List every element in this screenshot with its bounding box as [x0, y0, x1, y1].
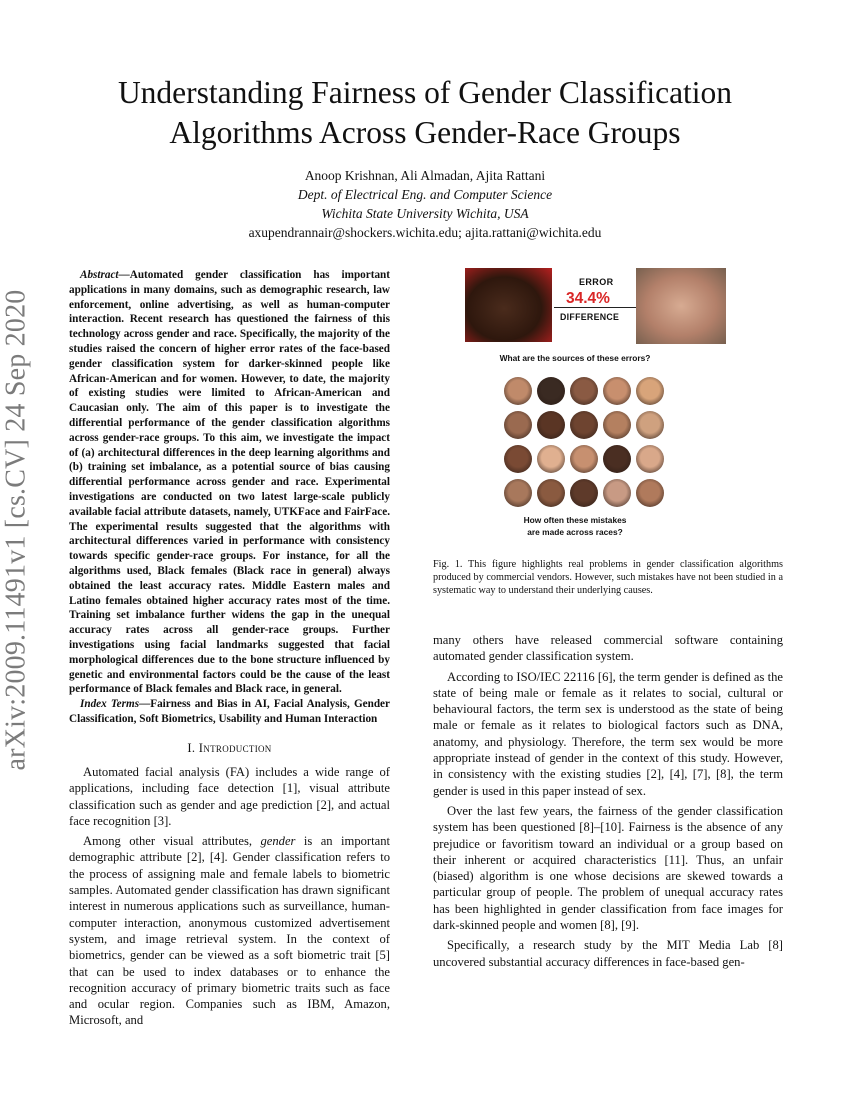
face-thumbnail: [504, 377, 532, 405]
paper-title: [60, 73, 790, 153]
right-paragraph-1: According to ISO/IEC 22116 [6], the term gender is defined as the state of being male or female as it relates to social, cultural or behavioural factors, the term sex is understood as the state of being male or female as it relates to biological factors such as DNA, anatomy, and physiology. Therefore, the term sex would be more appropriate instead of gender in the context of this study. However, in consistency with the existing studies [2], [4], [7], [8], the term gender is used in this paper instead of sex.: [433, 669, 783, 798]
right-paragraph-continued: many others have released commercial software containing automated gender classification system.: [433, 633, 783, 664]
face-thumbnail: [537, 479, 565, 507]
face-thumbnail: [537, 411, 565, 439]
intro-p2-rest: is an important demographic attribute [2], [4]. Gender classification refers to the process of assigning male and female labels to biometric samples. Automated gender classification has drawn significant interest in numerous applications such as surveillance, human-computer interaction, anonymous customized advertisement system, and image retrieval system. In the context of biometrics, gender can be viewed as a soft biometric trait [5] that can be used to index databases or to enhance the recognition accuracy of primary biometric traits such as face and ocular region. Companies such as IBM, Amazon, Microsoft, and: [69, 834, 390, 1028]
intro-p2-start: Among other visual attributes,: [83, 834, 261, 849]
author-block: [60, 166, 790, 242]
figure-caption: Fig. 1. This figure highlights real problems in gender classification algorithms produced by commercial vendors. However, such mistakes have not been studied in a systematic way to understand their underlying causes.: [433, 559, 783, 596]
author-names: Anoop Krishnan, Ali Almadan, Ajita Rattani: [304, 168, 546, 183]
error-label: ERROR: [579, 277, 614, 287]
abstract: [69, 268, 390, 697]
face-photo-dark-skinned-woman: [465, 268, 552, 342]
face-thumbnail: [570, 411, 598, 439]
face-grid: [504, 377, 666, 507]
right-column: [433, 632, 783, 974]
face-thumbnail: [537, 377, 565, 405]
title-line-2: Algorithms Across Gender-Race Groups: [169, 115, 681, 150]
face-thumbnail: [636, 445, 664, 473]
abstract-lead: Abstract: [80, 269, 119, 281]
right-paragraph-2: Over the last few years, the fairness of the gender classification system has been questioned [8]–[10]. Fairness is the absence of any prejudice or favoritism toward an individual or a group based on their inherent or acquired characteristics [11]. Thus, an unfair (biased) algorithm is one whose decisions are skewed towards a particular group of people. The problem of unequal accuracy rates has been highlighted in gender classification from face images for dark-skinned people and women [8], [9].: [433, 803, 783, 933]
face-thumbnail: [570, 479, 598, 507]
face-thumbnail: [636, 479, 664, 507]
face-thumbnail: [603, 479, 631, 507]
face-thumbnail: [570, 377, 598, 405]
right-paragraph-3: Specifically, a research study by the MIT Media Lab [8] uncovered substantial accuracy differences in face-based gen-: [433, 938, 783, 969]
face-thumbnail: [504, 445, 532, 473]
face-thumbnail: [603, 411, 631, 439]
intro-paragraph-1: Automated facial analysis (FA) includes a wide range of applications, including face detection [1], visual attribute classification such as gender and age prediction [2], and actual face recognition [3].: [69, 765, 390, 828]
arxiv-stamp: [0, 289, 31, 771]
difference-label: DIFFERENCE: [560, 312, 620, 322]
face-thumbnail: [636, 411, 664, 439]
face-thumbnail: [636, 377, 664, 405]
face-photo-light-skinned-man: [636, 268, 726, 344]
arxiv-stamp-text: arXiv:2009.11491v1 [cs.CV] 24 Sep 2020: [0, 289, 31, 771]
author-university: Wichita State University Wichita, USA: [321, 206, 529, 221]
figure-question-1: What are the sources of these errors?: [499, 353, 651, 363]
intro-paragraph-2: [69, 833, 390, 1029]
author-department: Dept. of Electrical Eng. and Computer Science: [297, 187, 553, 202]
face-thumbnail: [537, 445, 565, 473]
difference-arrow: [554, 307, 636, 308]
face-thumbnail: [603, 445, 631, 473]
index-terms-lead: Index Terms: [80, 698, 140, 711]
error-percentage: 34.4%: [566, 290, 610, 307]
section-heading-introduction: I. Introduction: [187, 740, 272, 755]
figure-question-2: [462, 514, 688, 538]
left-column: [69, 268, 390, 1033]
face-thumbnail: [570, 445, 598, 473]
figure-1: [462, 264, 678, 546]
face-thumbnail: [504, 411, 532, 439]
index-terms-body: —Fairness and Bias in AI, Facial Analysis, Gender Classification, Soft Biometrics, Usability and Human Interaction: [69, 698, 390, 725]
intro-p2-emphasis: gender: [260, 834, 296, 849]
face-thumbnail: [603, 377, 631, 405]
index-terms: [69, 697, 390, 727]
abstract-body: —Automated gender classification has important applications in many domains, such as demographic research, law enforcement, online advertising, as well as human-computer interaction. Recent research has questioned the fairness of this technology across gender and race. Specifically, the majority of the studies raised the concern of higher error rates of the face-based gender classification system for darker-skinned people like African-American and for women. However, to date, the majority of existing studies were limited to African-American and Caucasian only. The aim of this paper is to investigate the differential performance of the gender classification algorithms across gender-race groups. To this aim, we investigate the impact of (a) architectural differences in the deep learning algorithms and (b) training set imbalance, as a potential source of bias causing differential performance across gender and race. Experimental investigations are conducted on two latest large-scale publicly available facial attribute datasets, namely, UTKFace and FairFace. The experimental results suggested that the algorithms with architectural differences varied in performance with consistency towards specific gender-race groups. For instance, for all the algorithms used, Black females (Black race in general) always obtained the least accuracy rates. Middle Eastern males and Latino females obtained higher accuracy rates most of the time. Training set imbalance further widens the gap in the unequal accuracy rates across all gender-race groups. Further investigations using facial landmarks suggested that facial morphological differences due to the bone structure influenced by genetic and environmental factors could be the cause of the least performance of Black females and Black race, in general.: [69, 269, 390, 696]
title-line-1: Understanding Fairness of Gender Classification: [117, 75, 733, 110]
figure-question-2-line-1: How often these mistakes: [523, 515, 627, 525]
author-emails: axupendrannair@shockers.wichita.edu; ajita.rattani@wichita.edu: [248, 225, 602, 240]
face-thumbnail: [504, 479, 532, 507]
figure-question-2-line-2: are made across races?: [527, 527, 623, 537]
